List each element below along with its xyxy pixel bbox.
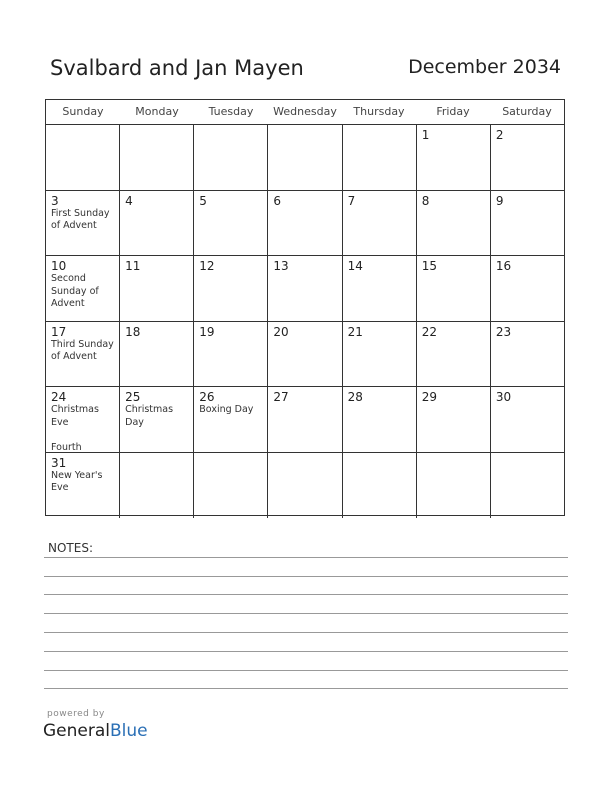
day-number: 19 — [199, 324, 215, 339]
day-number: 30 — [495, 390, 512, 404]
notes-line — [44, 651, 568, 652]
event-text: Christmas Eve Fourth — [51, 404, 99, 452]
day-number: 27 — [273, 390, 289, 404]
day-cell[interactable] — [268, 191, 342, 256]
day-cell[interactable] — [343, 387, 417, 452]
day-cell[interactable] — [491, 322, 564, 387]
day-cell[interactable] — [194, 387, 268, 452]
week-row — [46, 453, 564, 519]
day-cell[interactable] — [120, 125, 194, 190]
week-row — [46, 387, 564, 453]
day-cell[interactable] — [491, 125, 564, 190]
day-cell[interactable] — [417, 322, 491, 387]
day-cell[interactable] — [268, 256, 342, 321]
weekday-monday: Monday — [135, 105, 179, 118]
weekday-sunday: Sunday — [62, 105, 104, 118]
day-cell[interactable] — [46, 256, 120, 321]
weekday-thursday: Thursday — [353, 105, 405, 118]
day-cell[interactable] — [46, 322, 120, 387]
day-cell[interactable] — [491, 387, 564, 452]
day-cell[interactable] — [417, 387, 491, 452]
day-cell[interactable] — [120, 387, 194, 452]
day-number: 20 — [273, 324, 289, 339]
event-text: Third Sunday of Advent — [51, 338, 114, 362]
day-cell[interactable] — [194, 322, 268, 387]
day-cell[interactable] — [120, 256, 194, 321]
day-cell[interactable] — [46, 125, 120, 190]
day-cell[interactable] — [343, 125, 417, 190]
event-text: New Year's Eve — [51, 469, 103, 493]
day-number: 11 — [125, 259, 141, 273]
notes-line — [44, 632, 568, 633]
day-number: 25 — [125, 390, 141, 404]
day-cell[interactable] — [343, 322, 417, 387]
day-cell[interactable] — [268, 387, 342, 452]
day-cell[interactable] — [491, 191, 564, 256]
day-cell[interactable] — [194, 256, 268, 321]
day-number: 18 — [125, 324, 141, 339]
event-text: Christmas Day — [125, 404, 174, 428]
weekday-tuesday: Tuesday — [208, 105, 254, 118]
day-cell[interactable] — [46, 191, 120, 256]
weekday-saturday: Saturday — [502, 105, 552, 118]
day-number: 2 — [495, 128, 504, 142]
day-number: 8 — [421, 193, 430, 208]
day-cell[interactable] — [268, 453, 342, 519]
day-number: 13 — [273, 259, 289, 273]
day-cell[interactable] — [343, 453, 417, 519]
day-cell[interactable] — [46, 453, 120, 519]
week-row — [46, 125, 564, 191]
notes-line — [44, 594, 568, 595]
day-number: 5 — [199, 193, 207, 208]
day-cell[interactable] — [120, 453, 194, 519]
brand-general: General — [43, 721, 110, 741]
weeks-body — [46, 125, 564, 518]
day-cell[interactable] — [491, 256, 564, 321]
calendar-grid — [45, 99, 565, 516]
day-number: 12 — [199, 259, 215, 273]
day-number: 4 — [125, 193, 133, 208]
week-row — [46, 256, 564, 322]
calendar-title: Svalbard and Jan Mayen — [50, 56, 304, 80]
day-number: 1 — [421, 128, 430, 142]
event-text: Second Sunday of Advent — [51, 273, 99, 309]
day-number: 29 — [421, 390, 437, 404]
week-row — [46, 322, 564, 388]
day-number: 17 — [51, 324, 67, 339]
notes-label: NOTES: — [48, 541, 93, 555]
notes-line — [44, 670, 568, 671]
day-number: 16 — [495, 259, 512, 273]
weekday-wednesday: Wednesday — [273, 105, 337, 118]
day-number: 23 — [495, 324, 512, 339]
day-cell[interactable] — [417, 256, 491, 321]
weekday-header — [46, 100, 564, 125]
day-cell[interactable] — [417, 453, 491, 519]
day-number: 26 — [199, 390, 215, 404]
day-number: 22 — [421, 324, 437, 339]
day-number: 14 — [347, 259, 363, 273]
brand-blue: Blue — [110, 721, 148, 741]
day-cell[interactable] — [417, 191, 491, 256]
day-number: 15 — [421, 259, 437, 273]
day-number: 21 — [347, 324, 363, 339]
day-cell[interactable] — [120, 191, 194, 256]
powered-by: powered by — [47, 709, 105, 719]
week-row — [46, 191, 564, 257]
day-number: 6 — [273, 193, 282, 208]
day-number: 28 — [347, 390, 363, 404]
notes-line — [44, 557, 568, 558]
notes-line — [44, 688, 568, 689]
day-cell[interactable] — [194, 125, 268, 190]
day-cell[interactable] — [194, 453, 268, 519]
day-cell[interactable] — [268, 125, 342, 190]
day-number: 9 — [495, 193, 504, 208]
notes-line — [44, 613, 568, 614]
day-cell[interactable] — [268, 322, 342, 387]
day-cell[interactable] — [46, 387, 120, 452]
brand-logo[interactable] — [43, 721, 148, 741]
notes-line — [44, 576, 568, 577]
day-number: 3 — [51, 193, 59, 208]
day-cell[interactable] — [343, 256, 417, 321]
day-cell[interactable] — [491, 453, 564, 519]
day-cell[interactable] — [343, 191, 417, 256]
day-cell[interactable] — [417, 125, 491, 190]
day-cell[interactable] — [194, 191, 268, 256]
day-number: 24 — [51, 390, 67, 404]
day-cell[interactable] — [120, 322, 194, 387]
day-number: 10 — [51, 259, 67, 273]
day-number: 31 — [51, 455, 67, 470]
event-text: Boxing Day — [199, 404, 254, 415]
month-label: December 2034 — [408, 56, 561, 78]
event-text: First Sunday of Advent — [51, 207, 110, 231]
weekday-friday: Friday — [436, 105, 470, 118]
day-number: 7 — [347, 193, 356, 208]
